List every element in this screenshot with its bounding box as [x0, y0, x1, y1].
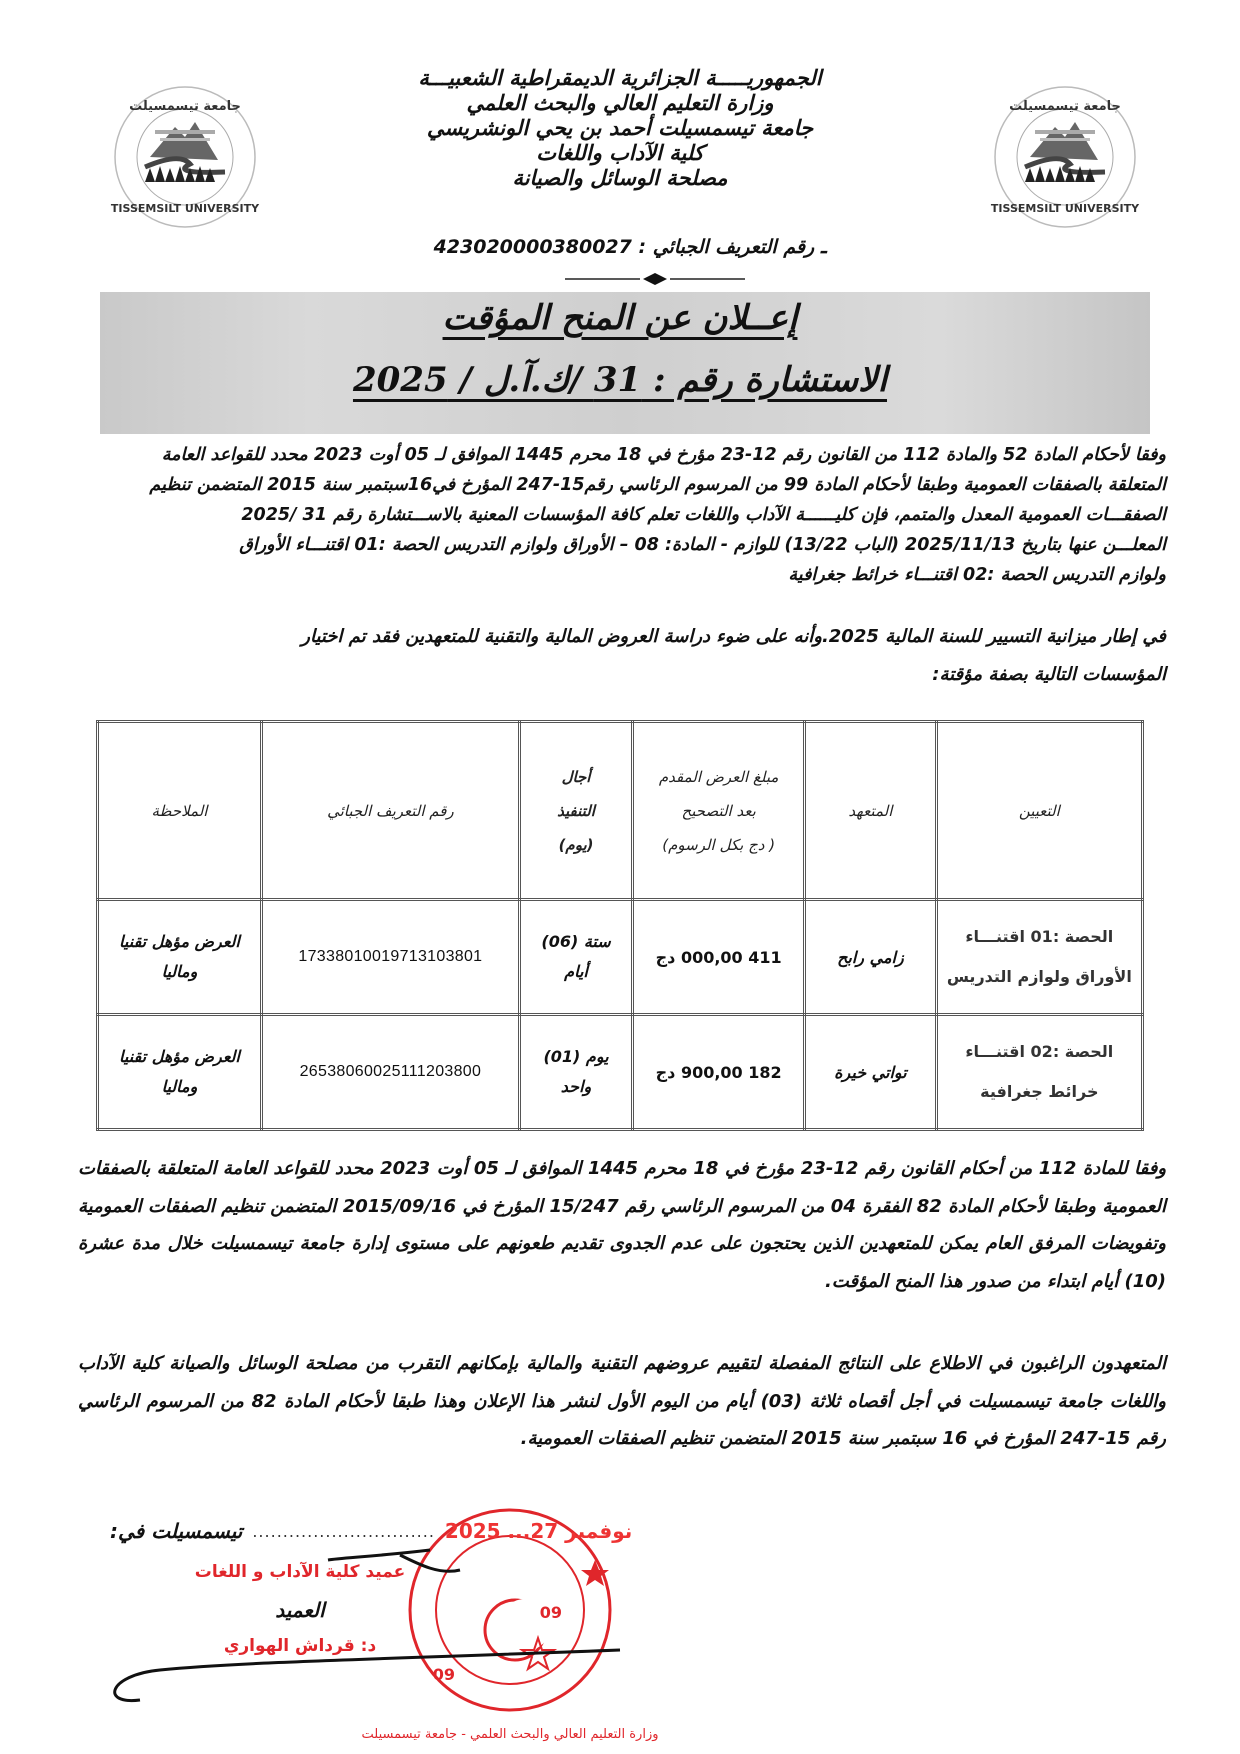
intro-paragraph — [78, 440, 1166, 590]
results-paragraph: المتعهدون الراغبون في الاطلاع على النتائج المفصلة لتقييم عروضهم التقنية والمالية بإمكانهم التقرب من مصلحة الوسائل والصيانة كلية الآداب واللغات جامعة تيسمسيلت في أجل أقصاه ثلاثة (03) أيام من اليوم الأول لنشر هذا الإعلان وهذا طبقا لأحكام المادة 82 من المرسوم الرئاسي رقم 15-247 المؤرخ في 16 سبتمبر سنة 2015 المتضمن تنظيم الصفقات العمومية. — [78, 1353, 1166, 1449]
header-tax-id: رقم التعريف الجبائي — [261, 722, 519, 900]
appeal-paragraph: وفقا للمادة 112 من أحكام القانون رقم 12-23 مؤرخ في 18 محرم 1445 الموافق لـ 05 أوت 2023 محدد للقواعد العامة المتعلقة بالصفقات العمومية وطبقا لأحكام المادة 82 الفقرة 04 من المرسوم الرئاسي رقم 15/247 المؤرخ في 2015/09/16 المتضمن تنظيم الصفقات العمومية وتفويضات المرفق العام يمكن للمتعهدين الذين يحتجون على عدم الجدوى تقديم طعونهم على مستوى إدارة جامعة تيسمسيلت خلال مدة عشرة (10) أيام ابتداء من صدور هذا المنح المؤقت. — [78, 1158, 1167, 1292]
cell-note: العرض مؤهل تقنيا وماليا — [98, 1015, 262, 1130]
header-duration: أجال التنفيذ (يوم) — [519, 722, 632, 900]
place-date-line — [110, 1516, 633, 1546]
date-dots: .............................. — [252, 1521, 435, 1541]
header-designation: التعيين — [936, 722, 1142, 900]
stamp-code-left: 09 — [432, 1665, 455, 1684]
cell-designation: الحصة :02 اقتنـــاء خرائط جغرافية — [936, 1015, 1142, 1130]
intro-line: وفقا لأحكام المادة 52 والمادة 112 من القانون رقم 12-23 مؤرخ في 18 محرم 1445 الموافق لـ 05 أوت 2023 محدد للقواعد العامة — [161, 445, 1166, 465]
diamond-divider-icon — [565, 272, 745, 286]
university-logo-left — [110, 82, 260, 232]
tax-id-value: 423020000380027 — [433, 236, 632, 258]
letterhead — [400, 66, 840, 191]
cell-contractor: تواتي خيرة — [805, 1015, 937, 1130]
logo-right-en-text: TISSEMSILT UNIVERSITY — [990, 202, 1140, 215]
table-row — [98, 1015, 1143, 1130]
cell-tax-id: 26538060025111203800 — [261, 1015, 519, 1130]
header-ministry: وزارة التعليم العالي والبحث العلمي — [466, 91, 774, 115]
header-faculty: كلية الآداب واللغات — [536, 141, 704, 165]
intro-line: ولوازم التدريس الحصة :02 اقتنـــاء خرائط جغرافية — [788, 565, 1166, 585]
cell-tax-id: 17338010019713103801 — [261, 900, 519, 1015]
logo-right-ar-text: جامعة تيسمسيلت — [1009, 99, 1121, 114]
cell-note: العرض مؤهل تقنيا وماليا — [98, 900, 262, 1015]
stamp-code-right: 09 — [539, 1603, 562, 1622]
header-contractor: المتعهد — [805, 722, 937, 900]
dean-stamp-line2: د: قرداش الهواري — [223, 1636, 377, 1656]
place-label: تيسمسيلت في: — [110, 1519, 243, 1543]
logo-left-en-text: TISSEMSILT UNIVERSITY — [110, 202, 260, 215]
university-logo-right — [990, 82, 1140, 232]
intro-line: الصفقـــات العمومية المعدل والمتمم، فإن كليــــــة الآداب واللغات تعلم كافة المؤسسات المعنية بالاســـتشارة رقم 31 /2025 — [241, 505, 1166, 525]
table-row — [98, 900, 1143, 1015]
tax-id-label: ـ رقم التعريف الجبائي : — [638, 236, 827, 258]
selection-line: في إطار ميزانية التسيير للسنة المالية 2025.وأنه على ضوء دراسة العروض المالية والتقنية للمتعهدين فقد تم اختيار — [301, 626, 1166, 647]
table-header-row — [98, 722, 1143, 900]
intro-line: المعلـــن عنها بتاريخ 2025/11/13 (الباب 13/22) للوازم - المادة: 08 – الأوراق ولوازم التدريس الحصة :01 اقتنـــاء الأوراق — [239, 535, 1166, 555]
provisional-award-table — [96, 720, 1144, 1131]
cell-amount: 182 900,00 دج — [633, 1015, 805, 1130]
consultation-number: الاستشارة رقم : 31 /ك.آ.ل / 2025 — [352, 360, 888, 400]
cell-amount: 411 000,00 دج — [633, 900, 805, 1015]
intro-line: المتعلقة بالصفقات العمومية وطبقا لأحكام المادة 99 من المرسوم الرئاسي رقم15-247 المؤرخ في16سبتمبر سنة 2015 المتضمن تنظيم — [149, 475, 1166, 495]
header-tax-id — [400, 236, 860, 258]
header-amount: مبلغ العرض المقدم بعد التصحيح ( دج بكل الرسوم) — [633, 722, 805, 900]
selection-paragraph — [78, 618, 1166, 694]
header-service: مصلحة الوسائل والصيانة — [512, 166, 728, 190]
cell-designation: الحصة :01 اقتنـــاء الأوراق ولوازم التدريس — [936, 900, 1142, 1015]
logo-left-ar-text: جامعة تيسمسيلت — [129, 99, 241, 114]
cell-duration: يوم (01) واحد — [519, 1015, 632, 1130]
cell-duration: ستة (06) أيام — [519, 900, 632, 1015]
selection-line: المؤسسات التالية بصفة مؤقتة: — [932, 664, 1166, 685]
stamped-date: 2025 ...نوفمبر 27 — [444, 1519, 633, 1543]
dean-title: العميد — [275, 1598, 325, 1622]
header-note: الملاحظة — [98, 722, 262, 900]
header-republic: الجمهوريـــــة الجزائرية الديمقراطية الشعبيـــة — [418, 66, 822, 90]
dean-stamp-line1: عميد كلية الآداب و اللغات — [194, 1562, 406, 1582]
stamp-ring-text: وزارة التعليم العالي والبحث العلمي - جامعة تيسمسيلت — [361, 1727, 659, 1742]
page-title: إعــلان عن المنح المؤقت — [442, 298, 798, 338]
cell-contractor: زامي رابح — [805, 900, 937, 1015]
header-university: جامعة تيسمسيلت أحمد بن يحي الونشريسي — [426, 116, 814, 140]
